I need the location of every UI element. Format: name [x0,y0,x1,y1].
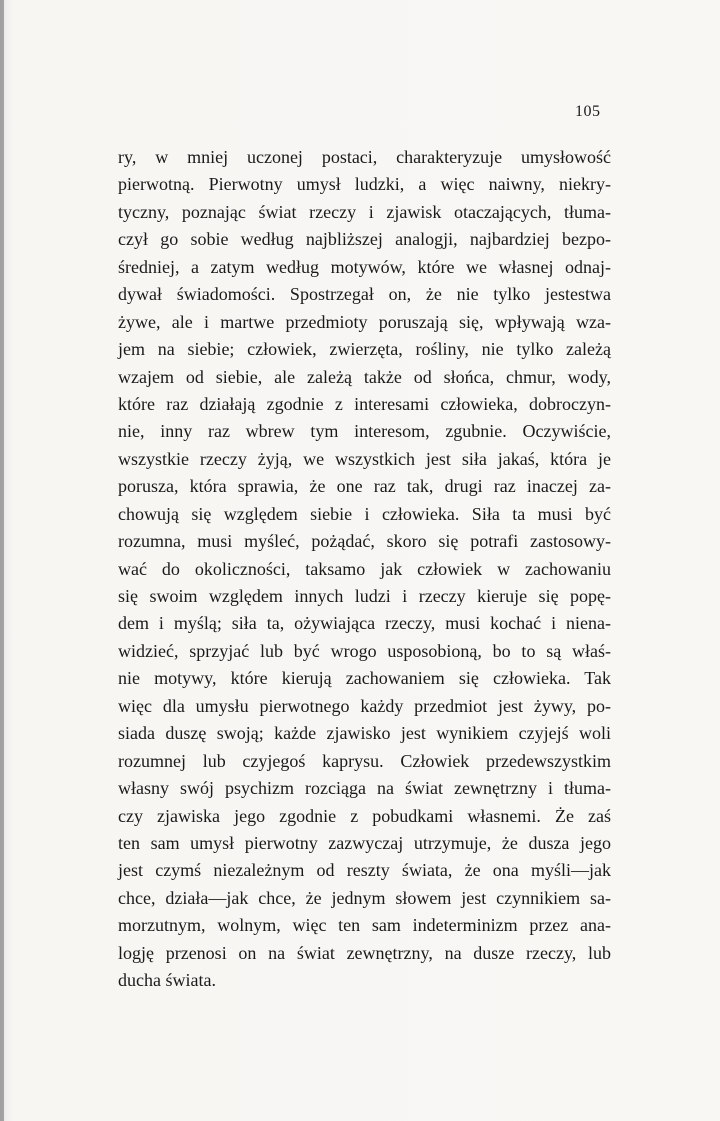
text-line: chowują się względem siebie i człowieka. Siła ta musi być [118,503,611,524]
text-line: ducha świata. [118,970,216,991]
text-line: porusza, która sprawia, że one raz tak, drugi raz inaczej za- [118,476,611,497]
text-line: się swoim względem innych ludzi i rzeczy kieruje się popę- [118,586,611,606]
text-line: widzieć, sprzyjać lub być wrogo usposobioną, bo to są właś- [118,640,611,661]
page-binding-edge [0,0,4,1121]
text-line: jem na siebie; człowiek, zwierzęta, rośliny, nie tylko zależą [118,339,611,360]
text-line: własny swój psychizm rozciąga na świat zewnętrzny i tłuma- [118,778,611,799]
text-line: dem i myślą; siła ta, ożywiająca rzeczy, musi kochać i niena- [118,613,611,634]
text-line: chce, działa—jak chce, że jednym słowem jest czynnikiem sa- [118,887,611,908]
text-line: tyczny, poznając świat rzeczy i zjawisk otaczających, tłuma- [118,201,611,222]
text-line: wzajem od siebie, ale zależą także od słońca, chmur, wody, [118,366,611,387]
text-line: średniej, a zatym według motywów, które we własnej odnaj- [118,256,611,277]
text-line: jest czymś niezależnym od reszty świata, że ona myśli—jak [118,860,611,881]
text-line: dywał świadomości. Spostrzegał on, że nie tylko jestestwa [118,284,611,305]
body-text [118,144,611,995]
text-line: czył go sobie według najbliższej analogji, najbardziej bezpo- [118,229,611,250]
text-line: morzutnym, wolnym, więc ten sam indeterminizm przez ana- [118,915,611,936]
text-line: rozumna, musi myśleć, pożądać, skoro się potrafi zastosowy- [118,531,611,552]
text-line: ry, w mniej uczonej postaci, charakteryzuje umysłowość [118,147,611,167]
text-line: logję przenosi on na świat zewnętrzny, na dusze rzeczy, lub [118,942,611,963]
text-line: ten sam umysł pierwotny zazwyczaj utrzymuje, że dusza jego [118,832,611,853]
text-line: nie, inny raz wbrew tym interesom, zgubnie. Oczywiście, [118,421,611,442]
text-line: więc dla umysłu pierwotnego każdy przedmiot jest żywy, po- [118,695,611,716]
text-line: pierwotną. Pierwotny umysł ludzki, a więc naiwny, niekry- [118,174,611,195]
text-line: siada duszę swoją; każde zjawisko jest wynikiem czyjejś woli [118,723,611,744]
text-line: czy zjawiska jego zgodnie z pobudkami własnemi. Że zaś [118,805,611,826]
text-line: które raz działają zgodnie z interesami człowieka, dobroczyn- [118,393,611,414]
page-number: 105 [575,103,601,120]
text-line: wać do okoliczności, taksamo jak człowiek w zachowaniu [118,558,611,579]
text-line: nie motywy, które kierują zachowaniem się człowieka. Tak [118,668,611,689]
text-line: żywe, ale i martwe przedmioty poruszają się, wpływają wza- [118,311,611,332]
text-line: wszystkie rzeczy żyją, we wszystkich jest siła jakaś, która je [118,448,611,469]
text-line: rozumnej lub czyjegoś kaprysu. Człowiek przedewszystkim [118,750,611,771]
